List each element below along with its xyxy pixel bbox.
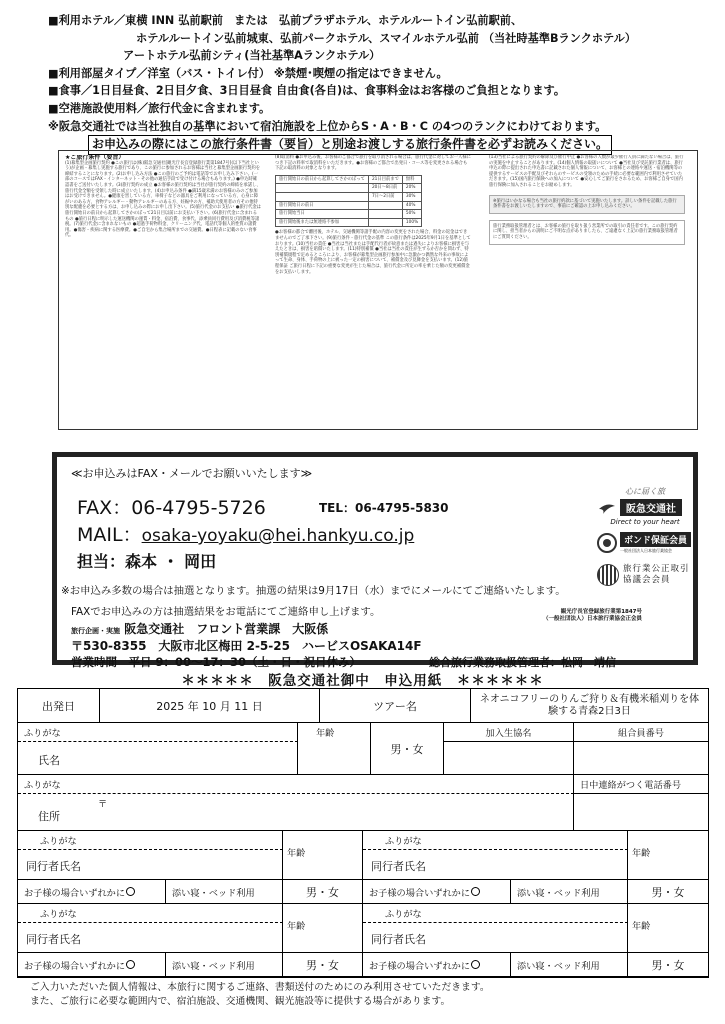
terms-title: ★ご旅行条件（要旨） bbox=[65, 155, 125, 161]
gender-select[interactable]: 男・女 bbox=[371, 723, 444, 775]
travel-manager: 総合旅行業務取扱管理者：松岡 靖信 bbox=[429, 656, 616, 669]
company-label: 旅行企画・実施 bbox=[71, 627, 120, 635]
tel-number: TEL：06-4795-5830 bbox=[319, 501, 449, 515]
tour-name-value: ネオニコフリーのりんご狩り＆有機米稲刈りを体験する青森2日3日 bbox=[471, 689, 708, 723]
companion-name-label: 同行者氏名 bbox=[371, 933, 426, 946]
wing-icon bbox=[597, 501, 617, 515]
companion-name-label: 同行者氏名 bbox=[26, 860, 81, 873]
postal-mark: 〒 bbox=[98, 799, 108, 810]
brand-tagline: Direct to your heart bbox=[610, 518, 680, 526]
mail-label: MAIL： bbox=[77, 524, 142, 546]
company-name: 阪急交通社 フロント営業課 大阪係 bbox=[124, 622, 329, 636]
circle-mark-icon[interactable] bbox=[126, 960, 135, 969]
cancel-fee-row bbox=[276, 210, 422, 219]
assoc-line-2: 協議会会員 bbox=[623, 575, 671, 585]
cosleep-bed-option[interactable]: 添い寝・ベッド利用 bbox=[166, 953, 283, 977]
cancel-fee-cell: 50% bbox=[402, 210, 421, 219]
cancel-fee-row bbox=[276, 175, 422, 184]
furigana-label[interactable]: ふりがな bbox=[18, 723, 298, 742]
note-hotels-3: アートホテル弘前シティ(当社基準Aランクホテル） bbox=[123, 49, 381, 63]
registration-number: 観光庁長官登録旅行業第1847号 bbox=[560, 609, 643, 615]
child-option-label: お子様の場合いずれかに bbox=[24, 887, 126, 899]
cancel-fee-cell: 21日目前まで bbox=[368, 175, 402, 184]
registration-info bbox=[543, 609, 642, 623]
company-address: 〒530-8355 大阪市北区梅田 2-5-25 ハービスOSAKA14F bbox=[71, 639, 422, 653]
note-rank: ※阪急交通社では当社独自の基準において宿泊施設を上位からS・A・B・C の4つのランクにわけております。 bbox=[48, 119, 607, 133]
note-room: ■利用部屋タイプ／洋室（バス・トイレ付） ※禁煙･喫煙の指定はできません。 bbox=[48, 66, 448, 80]
terms-text-1: (1)募集型企画旅行契約 ●この旅行は(株)阪急交通社[観光庁長官登録旅行業第1847号](以下当社という)が企画・募集し実施する旅行であり、この旅行に参加されるお客様は当社と募集型企画旅行契約を締結することになります。(2)お申し込み方法 ●この旅行のご予約は電話等でお申し込み下さい。(一部のコースではFAX・インターネット・その他の通信手段で受け付ける場合もあります。) ●申込時確認書をご送付いたします。(3)旅行契約の成立 ●お客様の旅行契約は当社が旅行契約の締結を承諾し、旅行代金全額を受領した時に成立いたします。(4)お申込み条件 ●満15歳未満のお客様のみのご参加はお受けできません。●健康を害している方、車椅子などの器具をご利用になっている方、心身に障がいのある方、食物アレルギー・動物アレルギーのある方、妊娠中の方、補助犬使用者の方その他特別な配慮を必要とする方は、お申し込みの際にお申し出下さい。(5)旅行代金のお支払い ●旅行代金は旅行開始日の前日から起算してさかのぼって21日目以前にお支払い下さい。(6)旅行代金に含まれるもの ●旅行日程に明示した運送機関の運賃・料金、宿泊費、食事代、添乗員同行費用及び消費税等諸税。(7)旅行代金に含まれないもの ●超過手荷物料金、クリーニング代、電話代等個人的性質の諸費用。●傷害・疾病に関する医療費。●ご自宅から集合場所までの交通費。●日程表に記載のない食事代。 bbox=[65, 160, 261, 239]
child-option-field bbox=[363, 953, 511, 977]
cancel-fee-cell: 100% bbox=[402, 218, 421, 227]
companion-name-field[interactable] bbox=[363, 850, 628, 880]
lottery-note: ※お申込み多数の場合は抽選となります。抽選の結果は9月17日（水）までにメールにてご連絡いたします。 bbox=[61, 585, 566, 597]
mail-line bbox=[77, 520, 414, 547]
companion-gender-select[interactable]: 男・女 bbox=[628, 953, 708, 977]
coop-name-input[interactable] bbox=[444, 742, 574, 775]
tour-name-label: ツアー名 bbox=[320, 689, 471, 723]
bond-label: ボンド保証会員 bbox=[620, 532, 691, 547]
company-line bbox=[71, 620, 328, 637]
fax-note: FAXでお申込みの方は抽選結果をお電話にてご連絡申し上げます。 bbox=[71, 606, 381, 618]
hotel-notes bbox=[48, 12, 708, 155]
terms-col-1 bbox=[65, 155, 261, 425]
cancel-fee-cell: 無料 bbox=[402, 175, 421, 184]
terms-col-2 bbox=[275, 155, 471, 425]
terms-text-2: (8)取消料 ●お申込み後、お客様のご都合で旅行を取り消される場合は、旅行代金に対してお一人様につき下記の料率で取消料をいただきます。●お客様のご都合で出発日・コース等を変更される場合も下記の取消料の対象となります。 bbox=[275, 155, 471, 172]
note-hotels-2: ホテルルートイン弘前城東、弘前パークホテル、スマイルホテル弘前 （当社時基準Bランクホテル） bbox=[136, 31, 637, 45]
companion-furigana[interactable] bbox=[363, 831, 628, 850]
privacy-line-1: ご入力いただいた個人情報は、本旅行に関するご連絡、書類送付のためにのみ利用させていただきます。 bbox=[30, 982, 490, 993]
cosleep-bed-option[interactable]: 添い寝・ベッド利用 bbox=[511, 953, 628, 977]
phone-input[interactable] bbox=[574, 794, 708, 831]
companion-name-field[interactable] bbox=[363, 923, 628, 953]
privacy-line-2: また、ご旅行に必要な範囲内で、宿泊施設、交通機関、観光施設等に提供する場合があります。 bbox=[30, 995, 451, 1007]
cancel-fee-cell: 7日〜2日前 bbox=[368, 192, 402, 201]
cancel-fee-cell: 30% bbox=[402, 192, 421, 201]
address-label: 住所 bbox=[38, 810, 60, 823]
companion-age-label: 年齢 bbox=[632, 921, 651, 932]
companion-gender-select[interactable]: 男・女 bbox=[283, 953, 363, 977]
cancel-fee-cell: 旅行開始日の前日 bbox=[276, 201, 369, 210]
terms-box-2: 旅行業務取扱管理者とは、お客様の旅行を取り扱う営業所での取引の責任者です。この旅行契約に関し、担当者からの説明にご不明な点がありましたら、ご遠慮なく上記の旅行業務取扱管理者にご質問ください。 bbox=[489, 220, 685, 245]
circle-mark-icon[interactable] bbox=[471, 960, 480, 969]
member-no-input[interactable] bbox=[574, 742, 708, 775]
terms-col-3 bbox=[489, 155, 685, 425]
companion-furigana-label: ふりがな bbox=[40, 909, 77, 920]
companion-name-label: 同行者氏名 bbox=[26, 933, 81, 946]
cosleep-bed-option[interactable]: 添い寝・ベッド利用 bbox=[511, 880, 628, 904]
brand-slogan: 心に届く旅 bbox=[625, 487, 665, 496]
cancel-fee-row bbox=[276, 184, 422, 193]
companion-age-label: 年齢 bbox=[632, 848, 651, 859]
address-field[interactable] bbox=[18, 794, 574, 831]
note-airport: ■空港施設使用料／旅行代金に含まれます。 bbox=[48, 101, 271, 115]
companion-gender-select[interactable]: 男・女 bbox=[628, 880, 708, 904]
logo-area bbox=[597, 486, 693, 586]
child-option-label: お子様の場合いずれかに bbox=[24, 960, 126, 972]
companion-furigana-label: ふりがな bbox=[40, 836, 77, 847]
companion-furigana[interactable] bbox=[18, 831, 283, 850]
travel-terms bbox=[58, 150, 698, 430]
age-field[interactable] bbox=[298, 723, 371, 775]
child-option-field bbox=[18, 953, 166, 977]
cancel-fee-row bbox=[276, 192, 422, 201]
cancel-fee-cell bbox=[276, 192, 369, 201]
child-option-field bbox=[363, 880, 511, 904]
note-meals: ■食事／1日目昼食、2日目夕食、3日目昼食 自由食(各自)は、食事料金はお客様のご負担となります。 bbox=[48, 84, 566, 98]
companion-name-label: 同行者氏名 bbox=[371, 860, 426, 873]
companion-furigana-label: ふりがな bbox=[385, 836, 422, 847]
building-icon bbox=[597, 564, 619, 586]
companion-furigana[interactable] bbox=[18, 904, 283, 923]
cancel-fee-cell: 40% bbox=[402, 201, 421, 210]
member-no-label: 組合員番号 bbox=[574, 723, 708, 742]
bond-sub: 一般社団法人日本旅行業協会 bbox=[620, 548, 672, 553]
form-title: ＊＊＊＊＊ 阪急交通社御中 申込用紙 ＊＊＊＊＊＊ bbox=[181, 673, 544, 689]
cancel-fee-cell: 旅行開始後または無連絡不参加 bbox=[276, 218, 369, 227]
companion-age-field[interactable] bbox=[628, 831, 708, 880]
companion-age-field[interactable] bbox=[283, 831, 363, 880]
cancel-fee-row bbox=[276, 218, 422, 227]
business-hours: 営業時間 平日 9：00〜17：30（土・日・祝日休み） bbox=[71, 655, 362, 669]
child-option-field bbox=[18, 880, 166, 904]
staff-names: 担当：森本 ・ 岡田 bbox=[77, 552, 217, 571]
bond-logo bbox=[597, 532, 693, 554]
cancel-fee-cell: 旅行開始日の前日から起算してさかのぼって bbox=[276, 175, 369, 184]
companion-gender-select[interactable]: 男・女 bbox=[283, 880, 363, 904]
brand-logo bbox=[597, 499, 693, 516]
cancel-fee-cell: 20% bbox=[402, 184, 421, 193]
privacy-footer bbox=[30, 981, 490, 1008]
note-hotels: ■利用ホテル／東横 INN 弘前駅前 または 弘前プラザホテル、ホテルルートイン弘前駅前、 bbox=[48, 14, 523, 27]
companion-furigana-label: ふりがな bbox=[385, 909, 422, 920]
terms-text-2b: ●お客様の都合で離団後、ホテル、交通機関等諸手配の内容の変更をされた場合、料金の返金はできませんのでご了承下さい。(9)旅行条件・旅行代金の基準 この旅行条件は2025年9月1日を基準としております。(10)当社の責任 ●当社は当社または手配代行者が故意または過失によりお客様に損害を与えたときは、損害を賠償いたします。(11)特別補償 ●当社は当社の責任が生ずるか否かを問わず、特別補償規程で定めるところにより、お客様が募集型企画旅行参加中に急激かつ偶然な外来の事故によって生命、身体、手荷物の上に被った一定の損害について、補償金及び見舞金を支払います。(12)旅程保証 ご旅行日程に下記の重要な変更が生じた場合は、旅行代金に所定の率を乗じた額の変更補償金をお支払いします。 bbox=[275, 230, 471, 275]
cancel-fee-cell bbox=[368, 210, 402, 219]
circle-mark-icon[interactable] bbox=[126, 887, 135, 896]
companion-age-field[interactable] bbox=[628, 904, 708, 953]
mail-address-link[interactable]: osaka-yoyaku@hei.hankyu.co.jp bbox=[141, 526, 415, 546]
conditions-notice: お申込みの際にはこの旅行条件書（要旨）と別途お渡しする旅行条件書を必ずお読みください。 bbox=[88, 135, 612, 155]
child-option-label: お子様の場合いずれかに bbox=[369, 887, 471, 899]
phone-label: 日中連絡がつく電話番号 bbox=[574, 775, 708, 794]
companion-age-label: 年齢 bbox=[287, 921, 306, 932]
cosleep-bed-option[interactable]: 添い寝・ベッド利用 bbox=[166, 880, 283, 904]
assoc-line-1: 旅行業公正取引 bbox=[623, 564, 690, 574]
registration-assoc: （一般社団法人）日本旅行業協会正会員 bbox=[543, 616, 643, 622]
departure-value[interactable]: 2025 年 10 月 11 日 bbox=[100, 689, 320, 723]
cancel-fee-cell: 旅行開始当日 bbox=[276, 210, 369, 219]
companion-furigana[interactable] bbox=[363, 904, 628, 923]
application-form bbox=[17, 688, 709, 978]
companion-name-field[interactable] bbox=[18, 850, 283, 880]
assoc-logo bbox=[597, 564, 693, 586]
name-label: 氏名 bbox=[38, 754, 60, 767]
companion-age-label: 年齢 bbox=[287, 848, 306, 859]
bond-emblem-icon bbox=[597, 533, 617, 553]
cancel-fee-table bbox=[275, 175, 422, 228]
cancel-fee-cell bbox=[276, 184, 369, 193]
departure-label: 出発日 bbox=[18, 689, 100, 723]
contact-box bbox=[52, 452, 698, 669]
coop-name-label: 加入生協名 bbox=[444, 723, 574, 742]
child-option-label: お子様の場合いずれかに bbox=[369, 960, 471, 972]
brand-name: 阪急交通社 bbox=[620, 499, 682, 516]
address-furigana[interactable]: ふりがな bbox=[18, 775, 574, 794]
companion-name-field[interactable] bbox=[18, 923, 283, 953]
terms-text-3: (13)当社による旅行契約の解除及び催行中止 ●お客様の人数が最少催行人員に満たない場合は、旅行の実施を中止することがあります。(14)個人情報の取扱いについて ●当社及び受託旅行業者は、旅行申込の際に提出された申込書に記載された個人情報について、お客様との連絡や運送・宿泊機関等の提供するサービスの手配及びそれらのサービスの受領のための手続に必要な範囲内で利用させていただきます。(15)国内旅行保険への加入について ●安心してご旅行をされるため、お客様ご自身で国内旅行保険に加入されることをお勧めします。 bbox=[489, 155, 684, 188]
cancel-fee-cell: 20日〜8日前 bbox=[368, 184, 402, 193]
name-field[interactable] bbox=[18, 742, 298, 775]
fax-number: FAX：06-4795-5726 bbox=[77, 497, 266, 519]
terms-box-1: ※旅行はいかなる場合も当社の旅行約款に基づいて実施いたします。詳しい条件を記載した旅行条件書をお渡しいたしますので、事前にご確認の上お申し込みください。 bbox=[489, 195, 685, 214]
cancel-fee-row bbox=[276, 201, 422, 210]
age-label: 年齢 bbox=[316, 728, 335, 739]
cancel-fee-cell bbox=[368, 201, 402, 210]
circle-mark-icon[interactable] bbox=[471, 887, 480, 896]
companion-age-field[interactable] bbox=[283, 904, 363, 953]
contact-heading: ≪お申込みはFAX・メールでお願いいたします≫ bbox=[71, 467, 313, 480]
cancel-fee-cell bbox=[368, 218, 402, 227]
